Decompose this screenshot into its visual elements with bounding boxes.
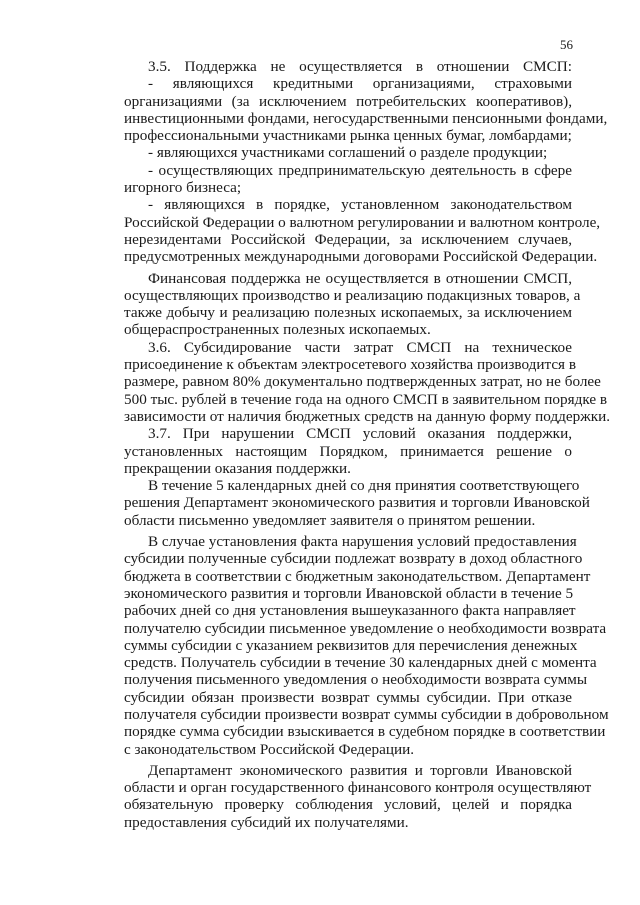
text-line: рабочих дней со дня установления вышеуказанного факта направляет [124, 602, 576, 620]
text-line: установленных настоящим Порядком, принимается решение о [124, 442, 572, 460]
text-line: - являющихся участниками соглашений о разделе продукции; [148, 144, 548, 162]
page-number: 56 [560, 37, 573, 52]
text-line: 3.7. При нарушении СМСП условий оказания поддержки, [148, 425, 572, 443]
text-line: организациями (за исключением потребительских кооперативов), [124, 92, 572, 110]
text-line: экономического развития и торговли Ивановской области в течение 5 [124, 584, 574, 602]
text-line: - являющихся в порядке, установленном законодательством [148, 196, 572, 214]
text-line: получения письменного уведомления о необходимости возврата суммы [124, 671, 588, 689]
text-line: решения Департамент экономического развития и торговли Ивановской [124, 494, 590, 512]
text-line: профессиональными участниками рынка ценных бумаг, ломбардами; [124, 127, 572, 145]
text-line: порядке сумма субсидии взыскивается в судебном порядке в соответствии [124, 723, 606, 741]
text-line: также добычу и реализацию полезных ископаемых, за исключением [124, 304, 572, 322]
text-line: размере, равном 80% документально подтвержденных затрат, но не более [124, 373, 601, 391]
text-line: прекращении оказания поддержки. [124, 459, 351, 477]
text-line: инвестиционными фондами, негосударственными пенсионными фондами, [124, 109, 608, 127]
text-line: с законодательством Российской Федерации. [124, 740, 415, 758]
text-line: предоставления субсидий их получателями. [124, 813, 409, 831]
text-line: зависимости от наличия бюджетных средств на данную форму поддержки. [124, 407, 611, 425]
text-line: 3.5. Поддержка не осуществляется в отношении СМСП: [148, 58, 572, 75]
text-line: В случае установления факта нарушения условий предоставления [148, 533, 577, 551]
text-line: предусмотренных международными договорами Российской Федерации. [124, 248, 598, 266]
text-line: бюджета в соответствии с бюджетным законодательством. Департамент [124, 567, 591, 585]
text-line: получателя субсидии произвести возврат суммы субсидии в добровольном [124, 705, 609, 723]
text-line: нерезидентами Российской Федерации, за исключением случаев, [124, 230, 572, 248]
text-line: 500 тыс. рублей в течение года на одного СМСП в заявительном порядке в [124, 390, 608, 408]
text-line: присоединение к объектам электросетевого хозяйства производится в [124, 356, 577, 374]
text-line: игорного бизнеса; [124, 179, 242, 197]
text-line: области письменно уведомляет заявителя о принятом решении. [124, 511, 536, 529]
text-line: общераспространенных полезных ископаемых. [124, 321, 431, 339]
document-body [124, 58, 611, 831]
text-line: получателю субсидии письменное уведомление о необходимости возврата [124, 619, 607, 637]
text-line: области и орган государственного финансового контроля осуществляют [124, 779, 592, 797]
text-line: В течение 5 календарных дней со дня принятия соответствующего [148, 477, 580, 495]
text-line: осуществляющих производство и реализацию подакцизных товаров, а [124, 286, 581, 304]
text-line: средств. Получатель субсидии в течение 30 календарных дней с момента [124, 654, 597, 672]
text-line: Российской Федерации о валютном регулировании и валютном контроле, [124, 213, 601, 231]
text-line: - осуществляющих предпринимательскую деятельность в сфере [148, 161, 572, 179]
text-line: суммы субсидии с указанием реквизитов для перечисления денежных [124, 636, 578, 654]
text-line: субсидии обязан произвести возврат суммы субсидии. При отказе [124, 688, 572, 706]
text-line: Финансовая поддержка не осуществляется в отношении СМСП, [148, 269, 572, 287]
text-line: 3.6. Субсидирование части затрат СМСП на техническое [148, 338, 572, 356]
text-line: обязательную проверку соблюдения условий, целей и порядка [124, 796, 572, 814]
text-line: субсидии полученные субсидии подлежат возврату в доход областного [124, 550, 583, 568]
text-line: - являющихся кредитными организациями, страховыми [148, 75, 572, 93]
text-line: Департамент экономического развития и торговли Ивановской [148, 761, 572, 779]
